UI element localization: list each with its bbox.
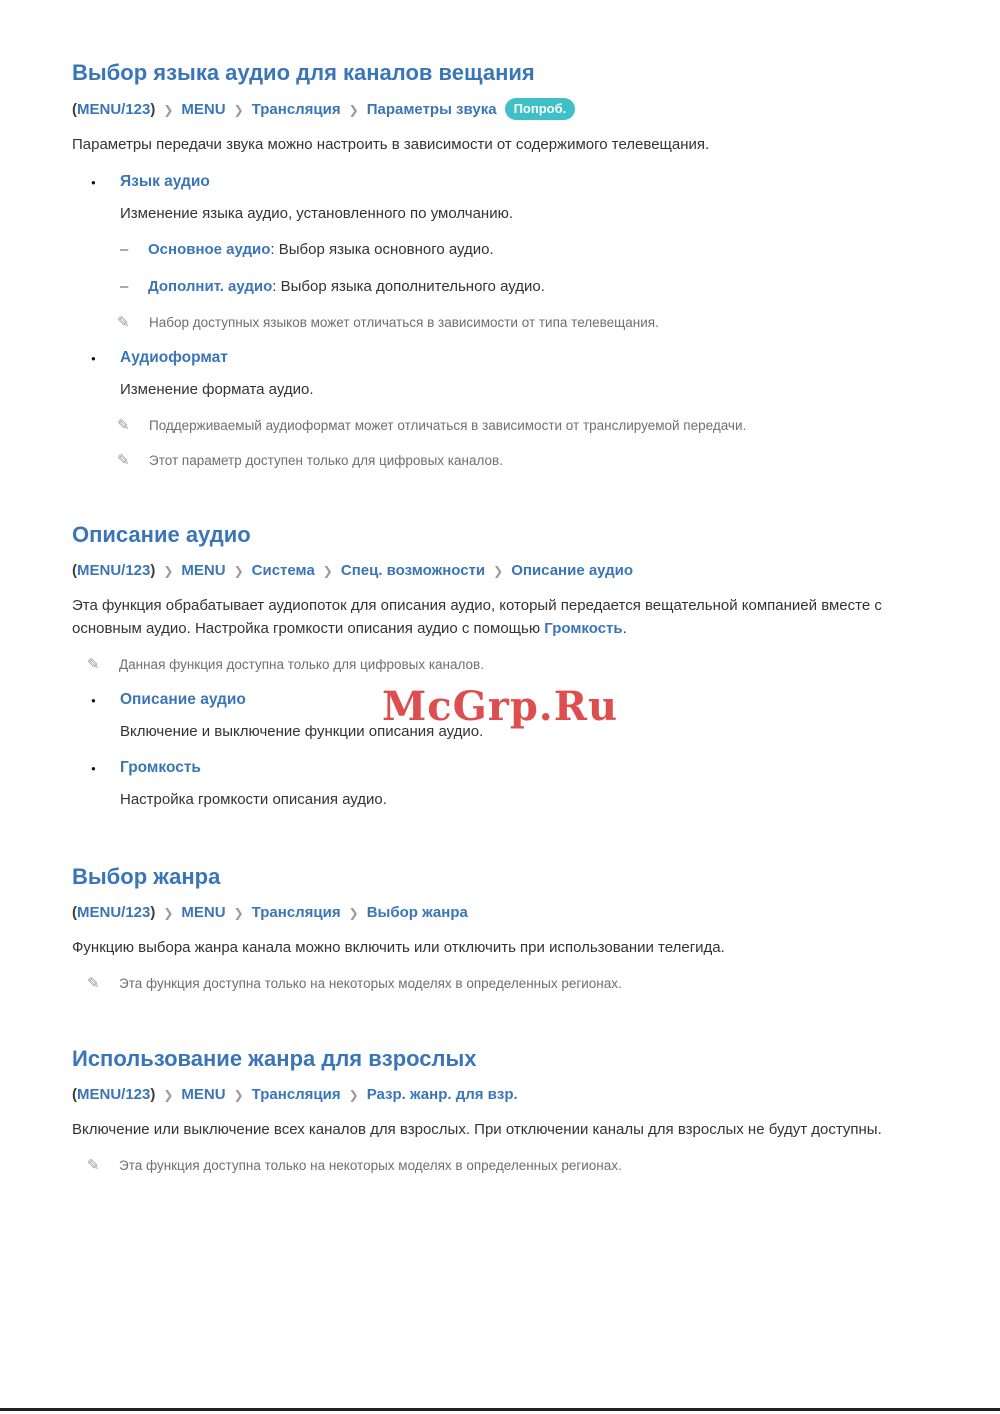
intro-paragraph: Функцию выбора жанра канала можно включить или отключить при использовании телегида. — [72, 938, 725, 956]
chevron-icon: ❯ — [163, 1087, 174, 1102]
breadcrumb-item-broadcasting: Трансляция — [251, 903, 341, 921]
subitem-term: Основное аудио — [148, 241, 271, 258]
menu123-label: MENU/123 — [77, 100, 151, 118]
note — [115, 451, 930, 471]
section-audio-language — [72, 60, 930, 470]
breadcrumb-item-adult-genre: Разр. жанр. для взр. — [366, 1085, 518, 1103]
breadcrumb-item-menu: MENU — [181, 1085, 226, 1103]
breadcrumb-menu123 — [72, 99, 155, 120]
chevron-icon: ❯ — [322, 564, 333, 579]
note-text: Поддерживаемый аудиоформат может отличаться в зависимости от транслируемой передачи. — [149, 418, 747, 434]
breadcrumb-menu123 — [72, 560, 155, 581]
intro-paragraph: Параметры передачи звука можно настроить в зависимости от содержимого телевещания. — [72, 136, 710, 153]
breadcrumb — [72, 902, 930, 923]
bullet-item-audio-language — [72, 173, 930, 333]
breadcrumb — [72, 560, 930, 581]
paren-close: ) — [150, 100, 156, 118]
bullet-term: Громкость — [120, 759, 201, 777]
dash-icon: – — [120, 241, 129, 258]
section-genre-selection — [72, 864, 930, 994]
breadcrumb-item-audio-description: Описание аудио — [511, 562, 634, 580]
paren-open: ( — [72, 903, 77, 921]
note — [115, 416, 930, 436]
breadcrumb-item-menu: MENU — [181, 903, 226, 921]
bullet-term-row — [72, 349, 930, 367]
subitem-rest: : Выбор языка основного аудио. — [270, 241, 494, 258]
bullet-desc: Изменение формата аудио. — [120, 380, 314, 398]
intro-paragraph: Включение или выключение всех каналов для взрослых. При отключении каналы для взрослых не будут доступны. — [72, 1120, 882, 1138]
breadcrumb-item-broadcasting: Трансляция — [251, 100, 341, 118]
breadcrumb-item-accessibility: Спец. возможности — [340, 562, 486, 580]
breadcrumb — [72, 98, 930, 120]
paren-close: ) — [150, 1085, 156, 1103]
pencil-icon: ✎ — [87, 656, 100, 674]
chevron-icon: ❯ — [233, 102, 244, 117]
note-text: Набор доступных языков может отличаться в зависимости от типа телевещания. — [149, 315, 659, 330]
bullet-item-audio-format — [72, 349, 930, 471]
paren-open: ( — [72, 1085, 77, 1103]
subitem-secondary-audio — [120, 276, 930, 299]
dash-icon: – — [120, 277, 129, 295]
note — [85, 1156, 930, 1176]
chevron-icon: ❯ — [348, 905, 359, 920]
paren-open: ( — [72, 562, 77, 580]
menu123-label: MENU/123 — [77, 903, 151, 921]
menu123-label: MENU/123 — [77, 562, 151, 580]
breadcrumb-menu123 — [72, 1084, 155, 1105]
chevron-icon: ❯ — [233, 1087, 244, 1102]
bullet-term: Язык аудио — [120, 172, 210, 190]
breadcrumb-item-menu: MENU — [181, 100, 226, 118]
intro-text-end: . — [622, 619, 627, 637]
note-text: Этот параметр доступен только для цифровых каналов. — [149, 452, 503, 468]
note-text: Эта функция доступна только на некоторых моделях в определенных регионах. — [119, 1158, 622, 1174]
bullet-term-row — [72, 173, 930, 191]
section-title: Выбор языка аудио для каналов вещания — [72, 60, 535, 85]
paren-close: ) — [150, 562, 156, 580]
menu123-label: MENU/123 — [77, 1085, 151, 1103]
breadcrumb — [72, 1084, 930, 1105]
section-title: Выбор жанра — [72, 863, 221, 889]
chevron-icon: ❯ — [233, 564, 244, 579]
try-now-badge: Попроб. — [505, 98, 576, 120]
intro-text: Эта функция обрабатывает аудиопоток для описания аудио, который передается вещательной компанией вместе с основным аудио. Настройка громкости описания аудио с помощью — [72, 597, 882, 637]
bullet-icon: ● — [91, 764, 96, 774]
volume-term-inline: Громкость — [544, 619, 623, 637]
pencil-icon: ✎ — [117, 417, 130, 435]
watermark: McGrp.Ru — [381, 683, 619, 730]
pencil-icon: ✎ — [117, 314, 130, 331]
breadcrumb-menu123 — [72, 902, 155, 923]
section-title: Использование жанра для взрослых — [72, 1045, 477, 1071]
breadcrumb-item-menu: MENU — [181, 562, 226, 580]
chevron-icon: ❯ — [233, 905, 244, 920]
pencil-icon: ✎ — [87, 1157, 100, 1175]
subitem-text-wrap — [148, 241, 494, 258]
chevron-icon: ❯ — [348, 1087, 359, 1102]
pencil-icon: ✎ — [87, 975, 100, 993]
subitem-primary-audio — [120, 239, 930, 262]
bullet-term: Описание аудио — [120, 690, 246, 708]
note — [115, 313, 930, 333]
chevron-icon: ❯ — [163, 905, 174, 920]
chevron-icon: ❯ — [493, 564, 504, 579]
chevron-icon: ❯ — [348, 102, 359, 117]
pencil-icon: ✎ — [117, 451, 130, 469]
subitem-term: Дополнит. аудио — [148, 277, 273, 295]
subitem-text-wrap — [148, 278, 545, 295]
bullet-icon: ● — [91, 353, 96, 363]
page-bottom-rule — [0, 1408, 1000, 1411]
bullet-item-volume — [72, 759, 930, 812]
note — [85, 655, 930, 675]
bullet-term: Аудиоформат — [120, 348, 228, 366]
breadcrumb-item-system: Система — [251, 562, 315, 580]
section-title: Описание аудио — [72, 522, 251, 548]
chevron-icon: ❯ — [163, 564, 174, 579]
bullet-term-row — [72, 759, 930, 777]
bullet-desc: Изменение языка аудио, установленного по умолчанию. — [120, 204, 514, 222]
bullet-icon: ● — [91, 177, 96, 187]
chevron-icon: ❯ — [163, 102, 174, 117]
section-adult-genre — [72, 1046, 930, 1176]
note-text: Эта функция доступна только на некоторых моделях в определенных регионах. — [119, 976, 622, 992]
bullet-desc: Включение и выключение функции описания аудио. — [120, 722, 484, 740]
paren-close: ) — [150, 903, 156, 921]
bullet-desc: Настройка громкости описания аудио. — [120, 791, 387, 809]
section-audio-description — [72, 522, 930, 812]
paren-open: ( — [72, 100, 77, 118]
intro-paragraph — [72, 595, 930, 640]
note — [85, 974, 930, 994]
breadcrumb-item-broadcasting: Трансляция — [251, 1085, 341, 1103]
bullet-icon: ● — [91, 695, 96, 705]
subitem-rest: : Выбор языка дополнительного аудио. — [272, 277, 545, 295]
breadcrumb-item-genre-selection: Выбор жанра — [366, 903, 468, 921]
breadcrumb-item-sound-options: Параметры звука — [366, 100, 497, 118]
note-text: Данная функция доступна только для цифровых каналов. — [119, 657, 484, 673]
